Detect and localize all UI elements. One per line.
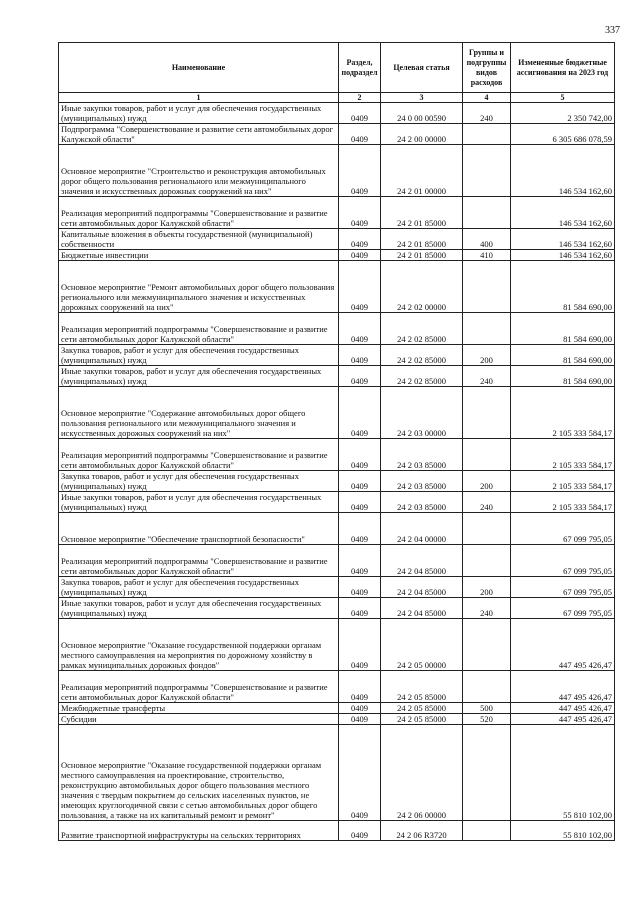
row-group xyxy=(463,439,511,471)
table-row xyxy=(59,197,615,229)
row-amount: 2 105 333 584,17 xyxy=(511,439,615,471)
row-name: Реализация мероприятий подпрограммы "Совершенствование и развитие сети автомобильных дорог Калужской области" xyxy=(59,197,339,229)
row-article: 24 2 02 00000 xyxy=(381,261,463,313)
row-amount: 447 495 426,47 xyxy=(511,671,615,703)
row-name: Реализация мероприятий подпрограммы "Совершенствование и развитие сети автомобильных дорог Калужской области" xyxy=(59,439,339,471)
row-name: Закупка товаров, работ и услуг для обеспечения государственных (муниципальных) нужд xyxy=(59,345,339,366)
row-section: 0409 xyxy=(339,197,381,229)
table-row xyxy=(59,345,615,366)
table-row xyxy=(59,725,615,821)
table-body xyxy=(59,103,615,841)
row-group: 400 xyxy=(463,229,511,250)
table-row xyxy=(59,513,615,545)
row-group: 240 xyxy=(463,492,511,513)
row-article: 24 2 02 85000 xyxy=(381,366,463,387)
header-group: Группы и подгруппы видов расходов xyxy=(463,43,511,93)
row-article: 24 2 04 85000 xyxy=(381,598,463,619)
row-name: Иные закупки товаров, работ и услуг для обеспечения государственных (муниципальных) нужд xyxy=(59,366,339,387)
row-name: Подпрограмма "Совершенствование и развитие сети автомобильных дорог Калужской области" xyxy=(59,124,339,145)
row-article: 24 2 06 R3720 xyxy=(381,821,463,841)
row-article: 24 2 05 85000 xyxy=(381,703,463,714)
row-section: 0409 xyxy=(339,598,381,619)
row-article: 24 2 01 85000 xyxy=(381,197,463,229)
row-article: 24 2 04 85000 xyxy=(381,577,463,598)
row-section: 0409 xyxy=(339,513,381,545)
row-amount: 81 584 690,00 xyxy=(511,261,615,313)
row-article: 24 2 04 00000 xyxy=(381,513,463,545)
row-article: 24 2 05 85000 xyxy=(381,714,463,725)
row-article: 24 2 06 00000 xyxy=(381,725,463,821)
row-group: 520 xyxy=(463,714,511,725)
row-amount: 146 534 162,60 xyxy=(511,197,615,229)
row-name: Закупка товаров, работ и услуг для обеспечения государственных (муниципальных) нужд xyxy=(59,471,339,492)
budget-table xyxy=(58,42,615,841)
row-section: 0409 xyxy=(339,229,381,250)
row-name: Основное мероприятие "Обеспечение транспортной безопасности" xyxy=(59,513,339,545)
row-name: Основное мероприятие "Оказание государственной поддержки органам местного самоуправления на проектирование, строительство, реконструкцию автомобильных дорог общего пользования местного значения с твердым покрытием до сельских населенных пунктов, не имеющих круглогодичной связи с сетью автомобильных дорог общего пользования, а также на их капитальный ремонт и ремонт" xyxy=(59,725,339,821)
row-section: 0409 xyxy=(339,577,381,598)
row-amount: 6 305 686 078,59 xyxy=(511,124,615,145)
row-section: 0409 xyxy=(339,261,381,313)
row-name: Развитие транспортной инфраструктуры на сельских территориях xyxy=(59,821,339,841)
row-article: 24 2 05 00000 xyxy=(381,619,463,671)
header-article: Целевая статья xyxy=(381,43,463,93)
row-group xyxy=(463,313,511,345)
row-amount: 81 584 690,00 xyxy=(511,345,615,366)
header-amount: Измененные бюджетные ассигнования на 2023 год xyxy=(511,43,615,93)
row-group xyxy=(463,387,511,439)
row-section: 0409 xyxy=(339,387,381,439)
column-number-row xyxy=(59,93,615,103)
table-row xyxy=(59,387,615,439)
row-amount: 2 105 333 584,17 xyxy=(511,492,615,513)
table-row xyxy=(59,577,615,598)
row-name: Иные закупки товаров, работ и услуг для обеспечения государственных (муниципальных) нужд xyxy=(59,598,339,619)
row-amount: 447 495 426,47 xyxy=(511,703,615,714)
row-group: 200 xyxy=(463,471,511,492)
row-section: 0409 xyxy=(339,492,381,513)
row-name: Реализация мероприятий подпрограммы "Совершенствование и развитие сети автомобильных дорог Калужской области" xyxy=(59,671,339,703)
table-row xyxy=(59,313,615,345)
column-number: 1 xyxy=(59,93,339,103)
row-article: 24 2 03 85000 xyxy=(381,471,463,492)
table-row xyxy=(59,471,615,492)
row-section: 0409 xyxy=(339,345,381,366)
row-name: Реализация мероприятий подпрограммы "Совершенствование и развитие сети автомобильных дорог Калужской области" xyxy=(59,313,339,345)
table-row xyxy=(59,250,615,261)
row-amount: 146 534 162,60 xyxy=(511,145,615,197)
row-group: 500 xyxy=(463,703,511,714)
page-number: 337 xyxy=(605,25,620,36)
header-row xyxy=(59,43,615,93)
row-article: 24 2 02 85000 xyxy=(381,345,463,366)
row-amount: 146 534 162,60 xyxy=(511,250,615,261)
column-number: 2 xyxy=(339,93,381,103)
table-row xyxy=(59,261,615,313)
row-article: 24 0 00 00590 xyxy=(381,103,463,124)
table-row xyxy=(59,124,615,145)
row-amount: 447 495 426,47 xyxy=(511,714,615,725)
row-amount: 67 099 795,05 xyxy=(511,598,615,619)
row-section: 0409 xyxy=(339,471,381,492)
header-section: Раздел, подраздел xyxy=(339,43,381,93)
row-name: Основное мероприятие "Оказание государственной поддержки органам местного самоуправления на мероприятия по дорожному хозяйству в рамках муниципальных дорожных фондов" xyxy=(59,619,339,671)
table-row xyxy=(59,671,615,703)
table-row xyxy=(59,492,615,513)
row-article: 24 2 05 85000 xyxy=(381,671,463,703)
row-group xyxy=(463,261,511,313)
table-row xyxy=(59,439,615,471)
row-section: 0409 xyxy=(339,714,381,725)
row-amount: 2 350 742,00 xyxy=(511,103,615,124)
header-name: Наименование xyxy=(59,43,339,93)
row-section: 0409 xyxy=(339,103,381,124)
row-group xyxy=(463,725,511,821)
column-number: 3 xyxy=(381,93,463,103)
row-name: Основное мероприятие "Ремонт автомобильных дорог общего пользования регионального или межмуниципального значения и искусственных дорожных сооружений на них" xyxy=(59,261,339,313)
row-section: 0409 xyxy=(339,250,381,261)
table-row xyxy=(59,229,615,250)
row-article: 24 2 01 00000 xyxy=(381,145,463,197)
row-group: 240 xyxy=(463,598,511,619)
row-name: Субсидии xyxy=(59,714,339,725)
table-row xyxy=(59,598,615,619)
row-group: 200 xyxy=(463,577,511,598)
row-amount: 146 534 162,60 xyxy=(511,229,615,250)
table-row xyxy=(59,619,615,671)
row-section: 0409 xyxy=(339,545,381,577)
table-row xyxy=(59,714,615,725)
table-row xyxy=(59,821,615,841)
row-section: 0409 xyxy=(339,124,381,145)
row-section: 0409 xyxy=(339,703,381,714)
row-group xyxy=(463,671,511,703)
table-row xyxy=(59,103,615,124)
row-article: 24 2 02 85000 xyxy=(381,313,463,345)
column-number: 4 xyxy=(463,93,511,103)
row-article: 24 2 04 85000 xyxy=(381,545,463,577)
row-section: 0409 xyxy=(339,145,381,197)
row-article: 24 2 03 00000 xyxy=(381,387,463,439)
row-amount: 2 105 333 584,17 xyxy=(511,471,615,492)
row-name: Бюджетные инвестиции xyxy=(59,250,339,261)
table-row xyxy=(59,145,615,197)
row-amount: 81 584 690,00 xyxy=(511,366,615,387)
row-name: Закупка товаров, работ и услуг для обеспечения государственных (муниципальных) нужд xyxy=(59,577,339,598)
row-name: Межбюджетные трансферты xyxy=(59,703,339,714)
row-amount: 67 099 795,05 xyxy=(511,513,615,545)
row-amount: 55 810 102,00 xyxy=(511,821,615,841)
row-group: 240 xyxy=(463,366,511,387)
row-name: Иные закупки товаров, работ и услуг для обеспечения государственных (муниципальных) нужд xyxy=(59,492,339,513)
row-section: 0409 xyxy=(339,821,381,841)
row-amount: 67 099 795,05 xyxy=(511,577,615,598)
row-article: 24 2 03 85000 xyxy=(381,492,463,513)
row-amount: 81 584 690,00 xyxy=(511,313,615,345)
row-article: 24 2 00 00000 xyxy=(381,124,463,145)
row-group xyxy=(463,619,511,671)
row-group xyxy=(463,821,511,841)
row-name: Иные закупки товаров, работ и услуг для обеспечения государственных (муниципальных) нужд xyxy=(59,103,339,124)
row-amount: 2 105 333 584,17 xyxy=(511,387,615,439)
row-section: 0409 xyxy=(339,366,381,387)
row-amount: 67 099 795,05 xyxy=(511,545,615,577)
row-group xyxy=(463,545,511,577)
row-amount: 55 810 102,00 xyxy=(511,725,615,821)
row-group: 410 xyxy=(463,250,511,261)
row-amount: 447 495 426,47 xyxy=(511,619,615,671)
row-article: 24 2 01 85000 xyxy=(381,229,463,250)
row-group xyxy=(463,124,511,145)
column-number: 5 xyxy=(511,93,615,103)
row-group: 200 xyxy=(463,345,511,366)
row-group xyxy=(463,197,511,229)
table-row xyxy=(59,703,615,714)
row-name: Основное мероприятие "Строительство и реконструкция автомобильных дорог общего пользования регионального или межмуниципального значения и искусственных дорожных сооружений на них" xyxy=(59,145,339,197)
table-row xyxy=(59,366,615,387)
row-group xyxy=(463,513,511,545)
row-section: 0409 xyxy=(339,671,381,703)
row-group: 240 xyxy=(463,103,511,124)
row-group xyxy=(463,145,511,197)
row-article: 24 2 01 85000 xyxy=(381,250,463,261)
table-row xyxy=(59,545,615,577)
row-name: Основное мероприятие "Содержание автомобильных дорог общего пользования регионального или межмуниципального значения и искусственных дорожных сооружений на них" xyxy=(59,387,339,439)
row-section: 0409 xyxy=(339,725,381,821)
row-section: 0409 xyxy=(339,439,381,471)
row-section: 0409 xyxy=(339,619,381,671)
row-name: Капитальные вложения в объекты государственной (муниципальной) собственности xyxy=(59,229,339,250)
row-name: Реализация мероприятий подпрограммы "Совершенствование и развитие сети автомобильных дорог Калужской области" xyxy=(59,545,339,577)
row-article: 24 2 03 85000 xyxy=(381,439,463,471)
row-section: 0409 xyxy=(339,313,381,345)
